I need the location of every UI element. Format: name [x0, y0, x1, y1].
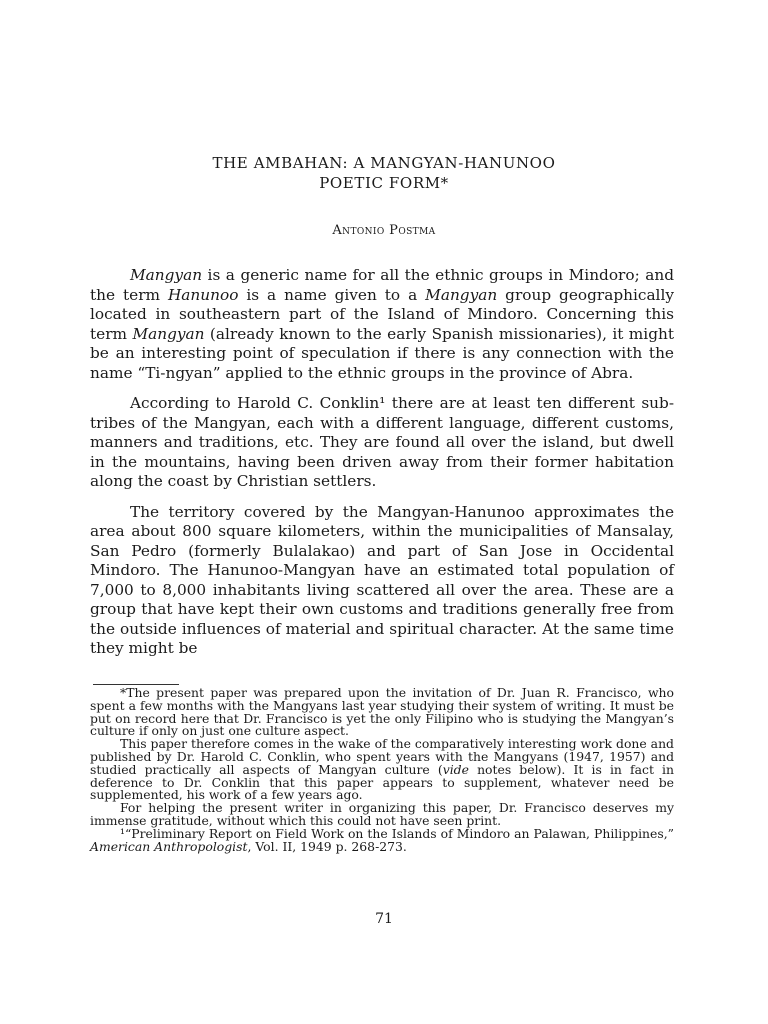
article-title-line-1: THE AMBAHAN: A MANGYAN-HANUNOO — [212, 154, 556, 172]
author-name: Antonio Postma — [332, 223, 436, 238]
footnote: For helping the present writer in organizing this paper, Dr. Francisco deserves my immense gratitude, without which this could not have seen print. — [90, 800, 674, 828]
body-text — [90, 266, 674, 659]
paragraph: The territory covered by the Mangyan-Hanunoo approximates the area about 800 square kilometers, within the municipalities of Mansalay, San Pedro (formerly Bulalakao) and part of San Jose in Occidental Mindoro. The Hanunoo-Mangyan have an estimated total population of 7,000 to 8,000 inhabitants living scattered all over the area. These are a group that have kept their own customs and traditions generally free from the outside influences of material and spiritual character. At the same time they might be — [90, 502, 674, 657]
term-hanunoo: Hanunoo — [167, 285, 239, 304]
page-number: 71 — [375, 911, 393, 927]
term-mangyan: Mangyan — [425, 285, 498, 304]
paragraph: Mangyan is a generic name for all the ethnic groups in Mindoro; and the term Hanunoo is a name given to a Mangyan group geographically located in southeastern part of the Island of Mindoro. Concerning this term Mangyan (already known to the early Spanish missionaries), it might be an interesting point of speculation if there is any connection with the name “Ti-ngyan” applied to the ethnic groups in the province of Abra. — [90, 266, 674, 382]
footnote: *The present paper was prepared upon the invitation of Dr. Juan R. Francisco, who spent a few months with the Mangyans last year studying their system of writing. It must be put on record here that Dr. Francisco is yet the only Filipino who is studying the Mangyan’s culture if only on just one culture aspect. — [90, 685, 674, 739]
term-mangyan: Mangyan — [130, 266, 203, 284]
paragraph: According to Harold C. Conklin¹ there are at least ten different sub-tribes of the Mangyan, each with a different language, different customs, manners and traditions, etc. They are found all over the island, but dwell in the mountains, having been driven away from their former habitation along the coast by Christian settlers. — [90, 394, 674, 490]
footnote: ¹“Preliminary Report on Field Work on the Islands of Mindoro an Palawan, Philippines,” American Anthropologist, Vol. II, 1949 p. 268-273. — [90, 825, 674, 854]
footnote: This paper therefore comes in the wake of the comparatively interesting work done and published by Dr. Harold C. Conklin, who spent years with the Mangyans (1947, 1957) and studied practically all aspects of Mangyan culture (vide notes below). It is in fact in deference to Dr. Conklin that this paper appears to supplement, whatever need be supplemented, his work of a few years ago. — [90, 736, 674, 803]
term-mangyan: Mangyan — [132, 324, 205, 343]
article-title-line-2: POETIC FORM* — [319, 174, 449, 192]
footnotes — [90, 687, 674, 853]
